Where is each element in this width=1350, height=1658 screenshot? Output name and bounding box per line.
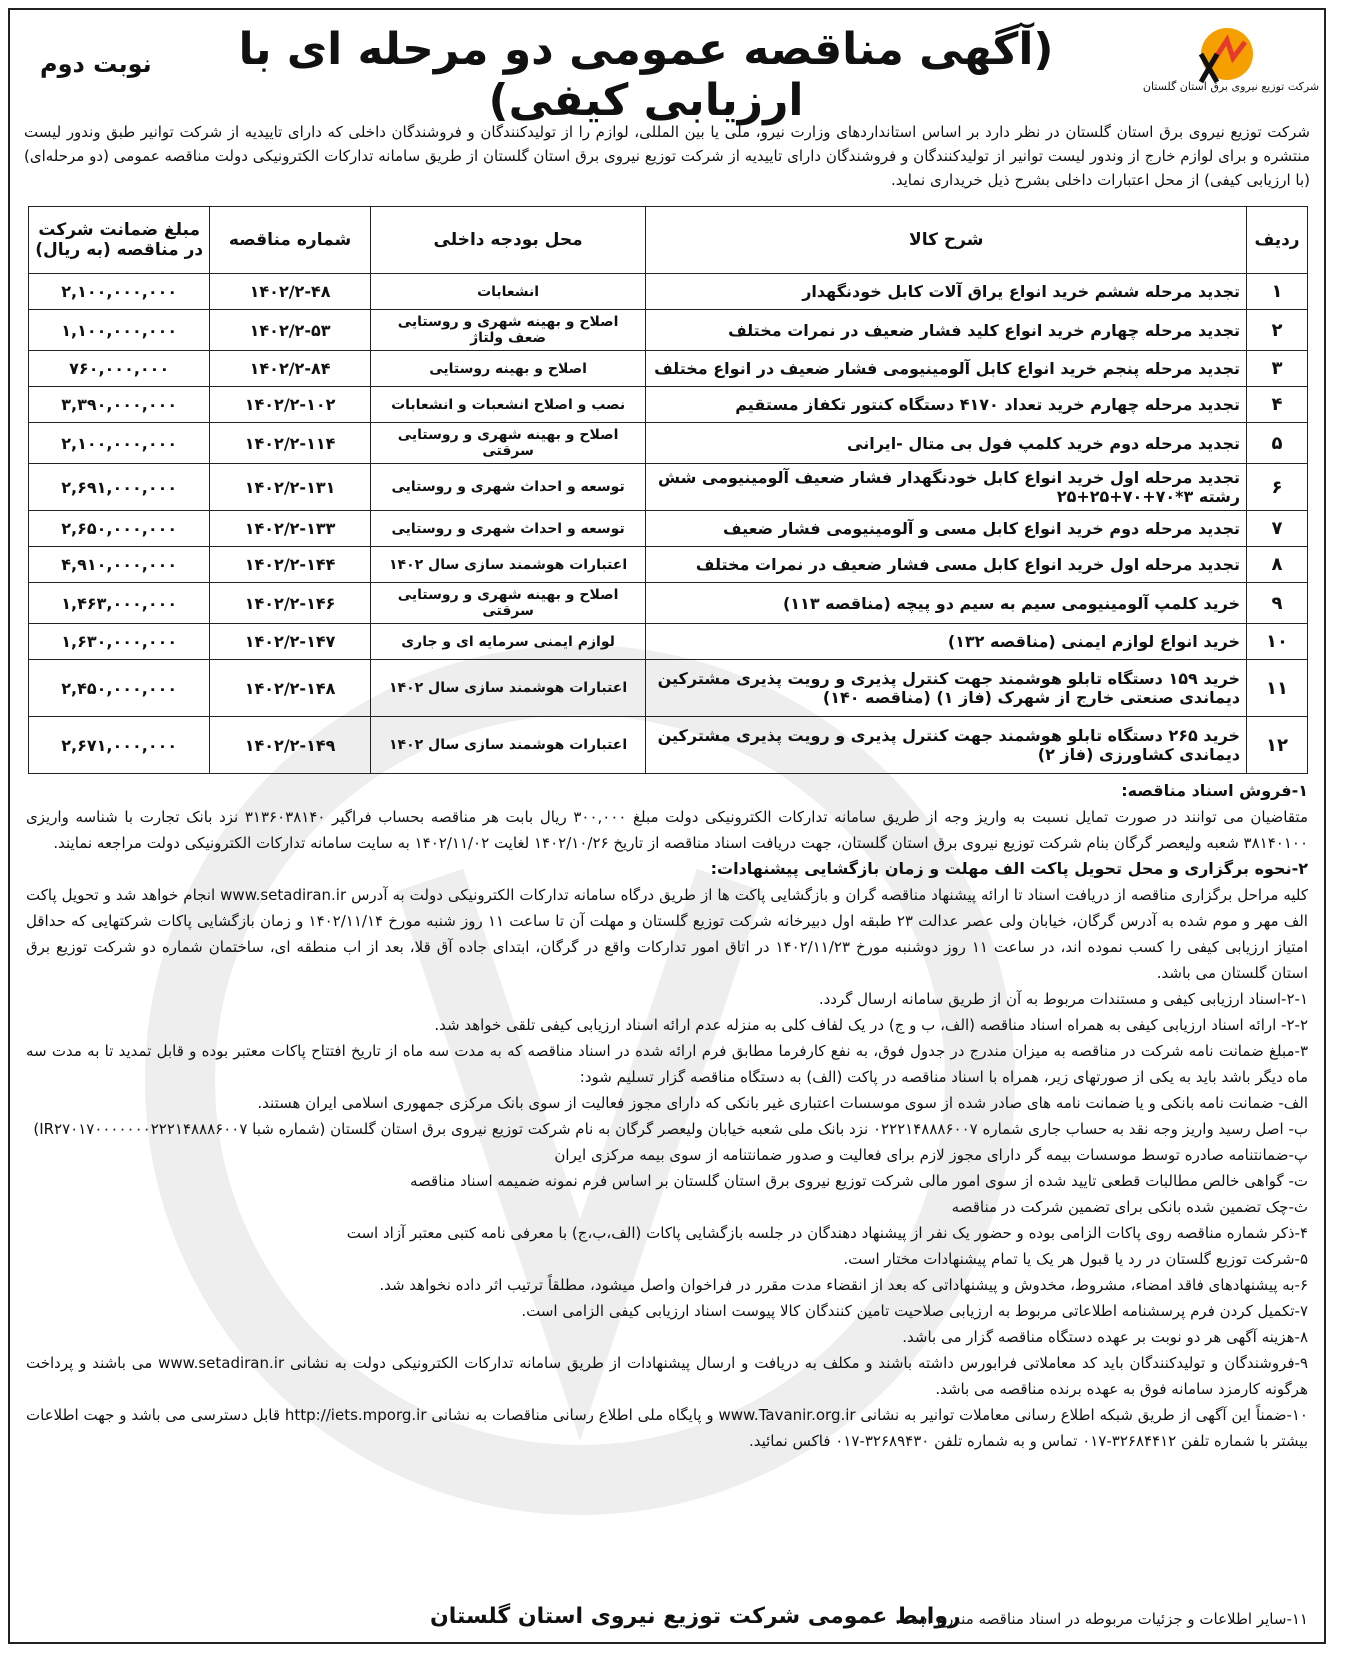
row-description: تجدید مرحله دوم خرید انواع کابل مسی و آلومینیومی فشار ضعیف [646, 511, 1247, 547]
section-8: ۸-هزینه آگهی هر دو نوبت بر عهده دستگاه مناقصه گزار می باشد. [902, 1328, 1308, 1346]
row-budget: انشعابات [370, 274, 646, 310]
section-2-2: ۲-۲- ارائه اسناد ارزیابی کیفی به همراه اسناد مناقصه (الف، ب و ج) در یک لفاف کلی به منزله عدم ارائه اسناد ارزیابی کیفی تلقی خواهد شد. [434, 1016, 1308, 1034]
row-number: ۳ [1247, 351, 1308, 387]
row-description: تجدید مرحله چهارم خرید انواع کلید فشار ضعیف در نمرات مختلف [646, 310, 1247, 351]
row-tender-number: ۱۴۰۲/۲-۱۰۲ [210, 387, 370, 423]
row-budget: اصلاح و بهینه شهری و روستایی سرقتی [370, 583, 646, 624]
row-description: خرید ۲۶۵ دستگاه تابلو هوشمند جهت کنترل پذیری و رویت پذیری مشترکین دیماندی کشاورزی (فاز ۲) [646, 717, 1247, 774]
row-description: خرید کلمپ آلومینیومی سیم به سیم دو پیچه (مناقصه ۱۱۳) [646, 583, 1247, 624]
table-body [29, 274, 1308, 774]
row-description: تجدید مرحله چهارم خرید تعداد ۴۱۷۰ دستگاه کنتور تکفاز مستقیم [646, 387, 1247, 423]
row-number: ۶ [1247, 464, 1308, 511]
table-row [29, 351, 1308, 387]
col-guarantee-amount: مبلغ ضمانت شرکت در مناقصه (به ریال) [29, 207, 210, 274]
table-row [29, 583, 1308, 624]
table-row [29, 547, 1308, 583]
row-number: ۲ [1247, 310, 1308, 351]
row-guarantee-amount: ۱,۶۳۰,۰۰۰,۰۰۰ [29, 624, 210, 660]
section-9: ۹-فروشندگان و تولیدکنندگان باید کد معاملاتی فرابورس داشته باشند و مکلف به دریافت و ارسال پیشنهادات از طریق سامانه تدارکات الکترونیکی دولت به نشانی www.setadiran.ir می باشند و پرداخت هرگونه کارمزد سامانه فوق به عهده برنده مناقصه می باشد. [26, 1354, 1308, 1398]
section-3: ۳-مبلغ ضمانت نامه شرکت در مناقصه به میزان مندرج در جدول فوق، به نفع کارفرما مطابق فرم ارائه شده در اسناد مناقصه که به مدت سه ماه از تاریخ افتتاح پاکات معتبر بوده و قابل تمدید تا به مدت سه ماه دیگر باشد باید به یکی از صورتهای زیر، همراه با اسناد مناقصه در پاکت (الف) به دستگاه مناقصه گزار تسلیم شود: [26, 1042, 1308, 1086]
section-1-title: ۱-فروش اسناد مناقصه: [1121, 781, 1308, 800]
row-budget: اعتبارات هوشمند سازی سال ۱۴۰۲ [370, 660, 646, 717]
row-tender-number: ۱۴۰۲/۲-۱۴۸ [210, 660, 370, 717]
col-tender-number: شماره مناقصه [210, 207, 370, 274]
row-description: تجدید مرحله ششم خرید انواع یراق آلات کابل خودنگهدار [646, 274, 1247, 310]
row-tender-number: ۱۴۰۲/۲-۱۴۷ [210, 624, 370, 660]
row-tender-number: ۱۴۰۲/۲-۵۳ [210, 310, 370, 351]
row-number: ۴ [1247, 387, 1308, 423]
row-number: ۸ [1247, 547, 1308, 583]
table-row [29, 310, 1308, 351]
section-3-t: ت- گواهی خالص مطالبات قطعی تایید شده از سوی امور مالی شرکت توزیع نیروی برق استان گلستان بر اساس فرم نمونه ضمیمه اسناد مناقصه [409, 1172, 1308, 1190]
row-tender-number: ۱۴۰۲/۲-۱۳۳ [210, 511, 370, 547]
col-description: شرح کالا [646, 207, 1247, 274]
section-3-th: ث-چک تضمین شده بانکی برای تضمین شرکت در مناقصه [951, 1198, 1308, 1216]
row-tender-number: ۱۴۰۲/۲-۱۴۹ [210, 717, 370, 774]
company-logo-caption: شرکت توزیع نیروی برق استان گلستان [1142, 80, 1320, 93]
row-number: ۵ [1247, 423, 1308, 464]
row-guarantee-amount: ۷۶۰,۰۰۰,۰۰۰ [29, 351, 210, 387]
section-5: ۵-شرکت توزیع گلستان در رد یا قبول هر یک یا تمام پیشنهادات مختار است. [843, 1250, 1308, 1268]
row-guarantee-amount: ۲,۶۹۱,۰۰۰,۰۰۰ [29, 464, 210, 511]
row-budget: اصلاح و بهینه روستایی [370, 351, 646, 387]
col-budget: محل بودجه داخلی [370, 207, 646, 274]
table-header-row [29, 207, 1308, 274]
row-guarantee-amount: ۴,۹۱۰,۰۰۰,۰۰۰ [29, 547, 210, 583]
table-row [29, 423, 1308, 464]
section-2-title: ۲-نحوه برگزاری و محل تحویل پاکت الف مهلت و زمان بازگشایی پیشنهادات: [710, 859, 1308, 878]
section-10: ۱۰-ضمناً این آگهی از طریق شبکه اطلاع رسانی معاملات توانیر به نشانی www.Tavanir.org.ir و پایگاه ملی اطلاع رسانی مناقصات به نشانی http://iets.mporg.ir قابل دسترسی می باشد و جهت اطلاعات بیشتر با شماره تلفن ۳۲۶۸۴۴۱۲-۰۱۷ تماس و به شماره تلفن ۳۲۶۸۹۴۳۰-۰۱۷ فاکس نمائید. [26, 1406, 1308, 1450]
row-number: ۷ [1247, 511, 1308, 547]
row-guarantee-amount: ۲,۴۵۰,۰۰۰,۰۰۰ [29, 660, 210, 717]
section-3-p: پ-ضمانتنامه صادره توسط موسسات بیمه گر دارای مجوز لازم برای فعالیت و صدور ضمانتنامه از سوی بیمه مرکزی ایران [554, 1146, 1308, 1164]
page-title: (آگهی مناقصه عمومی دو مرحله ای با ارزیابی کیفی) [238, 24, 1054, 126]
row-description: خرید ۱۵۹ دستگاه تابلو هوشمند جهت کنترل پذیری و رویت پذیری مشترکین دیماندی صنعتی خارج از شهرک (فاز ۱) (مناقصه ۱۴۰) [646, 660, 1247, 717]
row-guarantee-amount: ۱,۱۰۰,۰۰۰,۰۰۰ [29, 310, 210, 351]
table-row [29, 274, 1308, 310]
row-budget: توسعه و احداث شهری و روستایی [370, 511, 646, 547]
row-guarantee-amount: ۲,۶۷۱,۰۰۰,۰۰۰ [29, 717, 210, 774]
row-budget: اصلاح و بهینه شهری و روستایی سرقتی [370, 423, 646, 464]
row-number: ۱ [1247, 274, 1308, 310]
row-number: ۱۲ [1247, 717, 1308, 774]
section-3-b: ب- اصل رسید واریز وجه نقد به حساب جاری شماره ۰۲۲۲۱۴۸۸۸۶۰۰۷ نزد بانک ملی شعبه خیابان ولیعصر گرگان به نام شرکت توزیع نیروی برق استان گلستان (شماره شبا IR۲۷۰۱۷۰۰۰۰۰۰۰۲۲۲۱۴۸۸۸۶۰۰۷) [33, 1120, 1308, 1138]
row-budget: نصب و اصلاح انشعبات و انشعابات [370, 387, 646, 423]
section-11: ۱۱-سایر اطلاعات و جزئیات مربوطه در اسناد مناقصه مندرج است. [895, 1610, 1308, 1628]
round-label: نوبت دوم [40, 50, 152, 78]
row-tender-number: ۱۴۰۲/۲-۱۱۴ [210, 423, 370, 464]
section-4: ۴-ذکر شماره مناقصه روی پاکات الزامی بوده و حضور یک نفر از پیشنهاد دهندگان در جلسه بازگشایی پاکات (الف،ب،ج) با معرفی نامه کتبی معتبر آزاد است [346, 1224, 1308, 1242]
row-description: تجدید مرحله دوم خرید کلمپ فول بی متال -ایرانی [646, 423, 1247, 464]
row-description: تجدید مرحله پنجم خرید انواع کابل آلومینیومی فشار ضعیف در انواع مختلف [646, 351, 1247, 387]
table-row [29, 624, 1308, 660]
section-6: ۶-به پیشنهادهای فاقد امضاء، مشروط، مخدوش و پیشنهاداتی که بعد از انقضاء مدت مقرر در فراخوان واصل میشود، مطلقاً ترتیب اثر داده نخواهد شد. [379, 1276, 1308, 1294]
row-budget: اعتبارات هوشمند سازی سال ۱۴۰۲ [370, 547, 646, 583]
section-1-body: متقاضیان می توانند در صورت تمایل نسبت به واریز وجه از طریق سامانه تدارکات الکترونیکی دولت مبلغ ۳۰۰,۰۰۰ ریال بابت هر مناقصه بحساب فراگیر ۳۱۳۶۰۳۸۱۴۰ نزد بانک تجارت با شناسه واریزی ۳۸۱۴۰۱۰۰ شعبه ولیعصر گرگان بنام شرکت توزیع نیروی برق استان گلستان، جهت دریافت اسناد مناقصه از تاریخ ۱۴۰۲/۱۰/۲۶ لغایت ۱۴۰۲/۱۱/۰۲ به سایت سامانه تدارکات الکترونیکی دولت مراجعه نمایند. [26, 808, 1308, 852]
row-tender-number: ۱۴۰۲/۲-۱۴۴ [210, 547, 370, 583]
signature: روابط عمومی شرکت توزیع نیروی استان گلستان [430, 1604, 961, 1629]
table-row [29, 660, 1308, 717]
tender-table [28, 206, 1308, 774]
row-tender-number: ۱۴۰۲/۲-۱۳۱ [210, 464, 370, 511]
header [10, 10, 1326, 126]
row-description: تجدید مرحله اول خرید انواع کابل مسی فشار ضعیف در نمرات مختلف [646, 547, 1247, 583]
section-3-a: الف- ضمانت نامه بانکی و یا ضمانت نامه های صادر شده از سوی موسسات اعتباری غیر بانکی که دارای مجوز فعالیت از سوی بانک مرکزی جمهوری اسلامی ایران هستند. [257, 1094, 1308, 1112]
row-guarantee-amount: ۲,۱۰۰,۰۰۰,۰۰۰ [29, 423, 210, 464]
row-tender-number: ۱۴۰۲/۲-۴۸ [210, 274, 370, 310]
col-row-number: ردیف [1247, 207, 1308, 274]
row-budget: توسعه و احداث شهری و روستایی [370, 464, 646, 511]
row-guarantee-amount: ۲,۱۰۰,۰۰۰,۰۰۰ [29, 274, 210, 310]
row-guarantee-amount: ۱,۴۶۳,۰۰۰,۰۰۰ [29, 583, 210, 624]
row-description: تجدید مرحله اول خرید انواع کابل خودنگهدار فشار ضعیف آلومینیومی شش رشته ۳*۷۰+۷۰+۲۵+۲۵ [646, 464, 1247, 511]
row-description: خرید انواع لوازم ایمنی (مناقصه ۱۳۲) [646, 624, 1247, 660]
section-2-1: ۲-۱-اسناد ارزیابی کیفی و مستندات مربوط به آن از طریق سامانه ارسال گردد. [818, 990, 1308, 1008]
table-row [29, 717, 1308, 774]
row-number: ۹ [1247, 583, 1308, 624]
row-tender-number: ۱۴۰۲/۲-۱۴۶ [210, 583, 370, 624]
body-text [26, 778, 1308, 1454]
row-budget: اصلاح و بهینه شهری و روستایی ضعف ولتاژ [370, 310, 646, 351]
section-7: ۷-تکمیل کردن فرم پرسشنامه اطلاعاتی مربوط به ارزیابی صلاحیت تامین کنندگان کالا پیوست اسناد ارزیابی کیفی الزامی است. [521, 1302, 1308, 1320]
intro-paragraph: شرکت توزیع نیروی برق استان گلستان در نظر دارد بر اساس استانداردهای وزارت نیرو، ملی یا بین المللی، لوازم را از تولیدکنندگان و فروشندگان داخلی که دارای تاییدیه از شرکت توانیر طبق وندور لیست منتشره و برای لوازم خارج از وندور لیست توانیر از تولیدکنندگان و فروشندگان دارای تاییدیه از شرکت توزیع نیروی برق استان گلستان از طریق سامانه تدارکات الکترونیکی دولت مناقصه عمومی (دو مرحله‌ای) (با ارزیابی کیفی) از محل اعتبارات داخلی بشرح ذیل خریداری نماید. [24, 123, 1310, 189]
notice-frame [8, 8, 1326, 1644]
row-guarantee-amount: ۳,۳۹۰,۰۰۰,۰۰۰ [29, 387, 210, 423]
row-budget: اعتبارات هوشمند سازی سال ۱۴۰۲ [370, 717, 646, 774]
section-2-body: کلیه مراحل برگزاری مناقصه از دریافت اسناد تا ارائه پیشنهاد مناقصه گران و بازگشایی پاکت ها از طریق درگاه سامانه تدارکات الکترونیکی دولت به آدرس www.setadiran.ir انجام خواهد شد و تحویل پاکت الف مهر و موم شده به آدرس گرگان، خیابان ولی عصر عدالت ۲۳ طبقه اول دبیرخانه شرکت توزیع گلستان و مهلت آن تا ساعت ۱۱ روز شنبه مورخ ۱۴۰۲/۱۱/۱۴ و زمان بازگشایی پاکات شرکتهایی که حداقل امتیاز ارزیابی کیفی را کسب نموده اند، در ساعت ۱۱ روز دوشنبه مورخ ۱۴۰۲/۱۱/۲۳ در اتاق امور تدارکات واقع در گرگان، ابتدای جاده آق قلا، بعد از اب منطقه ای، ساختمان شماره دو شرکت توزیع برق استان گلستان می باشد. [26, 886, 1308, 982]
table-row [29, 511, 1308, 547]
row-number: ۱۰ [1247, 624, 1308, 660]
table-row [29, 387, 1308, 423]
row-tender-number: ۱۴۰۲/۲-۸۴ [210, 351, 370, 387]
company-logo [1136, 24, 1306, 114]
row-number: ۱۱ [1247, 660, 1308, 717]
row-budget: لوازم ایمنی سرمایه ای و جاری [370, 624, 646, 660]
row-guarantee-amount: ۲,۶۵۰,۰۰۰,۰۰۰ [29, 511, 210, 547]
table-row [29, 464, 1308, 511]
